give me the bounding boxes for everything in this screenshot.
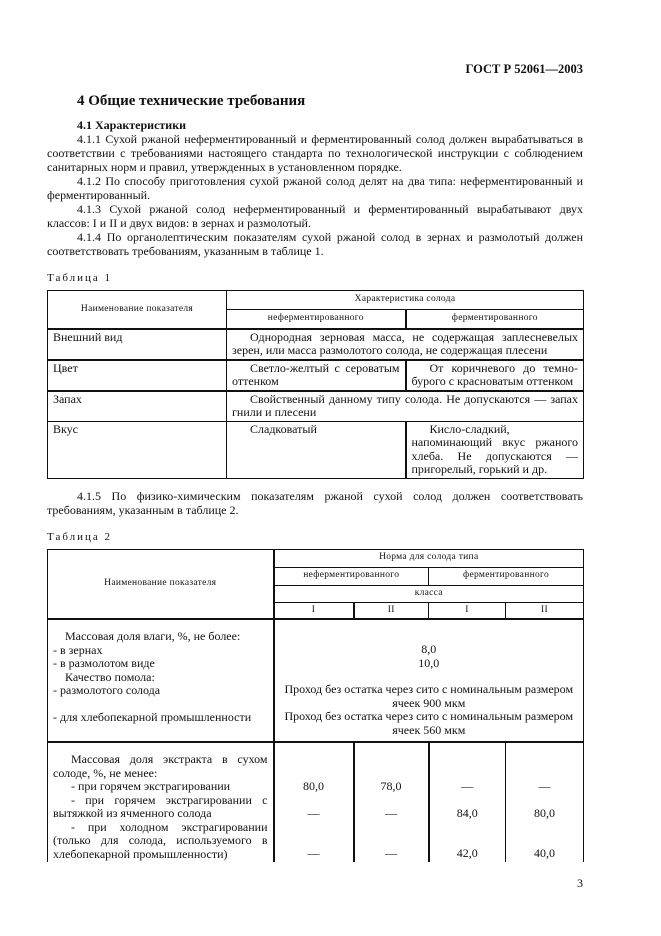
table-row bbox=[48, 742, 584, 862]
line: - в размолотом виде bbox=[53, 656, 155, 670]
cell: Свойственный данному типу солода. Не допускаются — запах гнили и плесени bbox=[227, 391, 584, 422]
row-name: Вкус bbox=[48, 421, 227, 478]
paragraph: 4.1.3 Сухой ржаной солод неферментированный и ферментированный вырабатывают двух классов: I и II и двух видов: в зернах и размолотый. bbox=[47, 202, 583, 230]
table-row bbox=[48, 329, 584, 360]
value: 42,0 bbox=[456, 846, 478, 860]
table-row bbox=[48, 421, 584, 478]
column-group-header: Норма для солода типа bbox=[274, 549, 584, 567]
value: — bbox=[307, 846, 320, 860]
row-name bbox=[48, 742, 274, 862]
column-group-header: Характеристика солода bbox=[227, 291, 584, 310]
line: - размолотого солода bbox=[53, 683, 161, 697]
class-header: II bbox=[354, 602, 429, 619]
value: — bbox=[461, 779, 474, 793]
row-name: Внешний вид bbox=[48, 329, 227, 360]
column-header: класса bbox=[274, 585, 584, 602]
cell bbox=[354, 742, 429, 862]
column-header: неферментированного bbox=[274, 567, 429, 585]
standard-number: ГОСТ Р 52061—2003 bbox=[465, 62, 583, 76]
table-2 bbox=[47, 549, 584, 863]
line: - при холодном экстрагировании (только для солода, используемого в хлебопекарной промышленности) bbox=[53, 819, 268, 861]
value: — bbox=[538, 779, 551, 793]
paragraph-4-1-5 bbox=[47, 489, 583, 517]
value: — bbox=[385, 805, 397, 820]
column-header: Наименование показателя bbox=[48, 549, 274, 619]
table-row bbox=[48, 391, 584, 422]
page bbox=[47, 0, 583, 911]
value: 84,0 bbox=[456, 805, 478, 820]
value: Проход без остатка через сито с номинальным размером ячеек 560 мкм bbox=[284, 709, 574, 737]
section-title: 4 Общие технические требования bbox=[77, 93, 306, 109]
paragraph: 4.1.2 По способу приготовления сухой ржаной солод делят на два типа: неферментированный и ферментированный. bbox=[47, 174, 583, 202]
value: — bbox=[385, 846, 397, 860]
value: 40,0 bbox=[534, 846, 556, 860]
cell: Светло-желтый с сероватым оттенком bbox=[227, 360, 406, 391]
column-header: неферментированного bbox=[227, 310, 406, 329]
paragraph: 4.1.4 По органолептическим показателям сухой ржаной солод в зернах и размолотый должен соответствовать требованиям, указанным в таблице 1. bbox=[47, 230, 583, 258]
section-body bbox=[47, 118, 583, 258]
table-1 bbox=[47, 290, 584, 479]
value: 80,0 bbox=[303, 779, 324, 793]
cell: Кисло-сладкий, напоминающий вкус ржаного хлеба. Не допускаются — пригорелый, горький и др. bbox=[406, 421, 584, 478]
value: 10,0 bbox=[418, 655, 440, 670]
row-name: Цвет bbox=[48, 360, 227, 391]
cell: От коричневого до темно-бурого с красноватым оттенком bbox=[406, 360, 584, 391]
cell bbox=[506, 742, 584, 862]
column-header: ферментированного bbox=[406, 310, 584, 329]
line: Массовая доля экстракта в сухом солоде, %, не менее: bbox=[53, 752, 268, 780]
line: - для хлебопекарной промышленности bbox=[53, 709, 252, 724]
subsection-title: 4.1 Характеристики bbox=[77, 118, 187, 132]
value: 8,0 bbox=[421, 642, 437, 656]
line: Массовая доля влаги, %, не более: bbox=[65, 629, 241, 643]
page-number: 3 bbox=[577, 876, 583, 890]
paragraph: 4.1.1 Сухой ржаной неферментированный и ферментированный солод должен вырабатываться в соответствии с требованиями настоящего стандарта по технологической инструкции с соблюдением санитарных норм и правил, утвержденных в установленном порядке. bbox=[47, 132, 583, 174]
class-header: I bbox=[274, 602, 354, 619]
paragraph: 4.1.5 По физико-химическим показателям ржаной сухой солод должен соответствовать требованиям, указанным в таблице 2. bbox=[47, 488, 583, 517]
cell bbox=[274, 742, 354, 862]
value: Проход без остатка через сито с номинальным размером ячеек 900 мкм bbox=[284, 682, 574, 710]
value: 78,0 bbox=[380, 779, 402, 793]
row-name: Запах bbox=[48, 391, 227, 422]
table1-label: Таблица 1 bbox=[47, 272, 113, 284]
line: - при горячем экстрагировании bbox=[71, 779, 231, 793]
line: - при горячем экстрагировании с вытяжкой из ячменного солода bbox=[53, 792, 268, 820]
class-header: II bbox=[506, 602, 584, 619]
value: 80,0 bbox=[534, 805, 556, 820]
class-header: I bbox=[429, 602, 506, 619]
row-name bbox=[48, 619, 274, 742]
cell: Сладковатый bbox=[227, 421, 406, 478]
line: Качество помола: bbox=[65, 669, 155, 684]
line: - в зернах bbox=[53, 642, 103, 657]
value: — bbox=[307, 805, 320, 820]
table-row bbox=[48, 619, 584, 742]
cell bbox=[429, 742, 506, 862]
cell bbox=[274, 619, 584, 742]
table-row bbox=[48, 360, 584, 391]
column-header: Наименование показателя bbox=[48, 291, 227, 329]
table2-label: Таблица 2 bbox=[47, 530, 113, 543]
cell: Однородная зерновая масса, не содержащая заплесневелых зерен, или масса размолотого солода, не содержащая плесени bbox=[227, 329, 584, 360]
column-header: ферментированного bbox=[429, 567, 584, 585]
